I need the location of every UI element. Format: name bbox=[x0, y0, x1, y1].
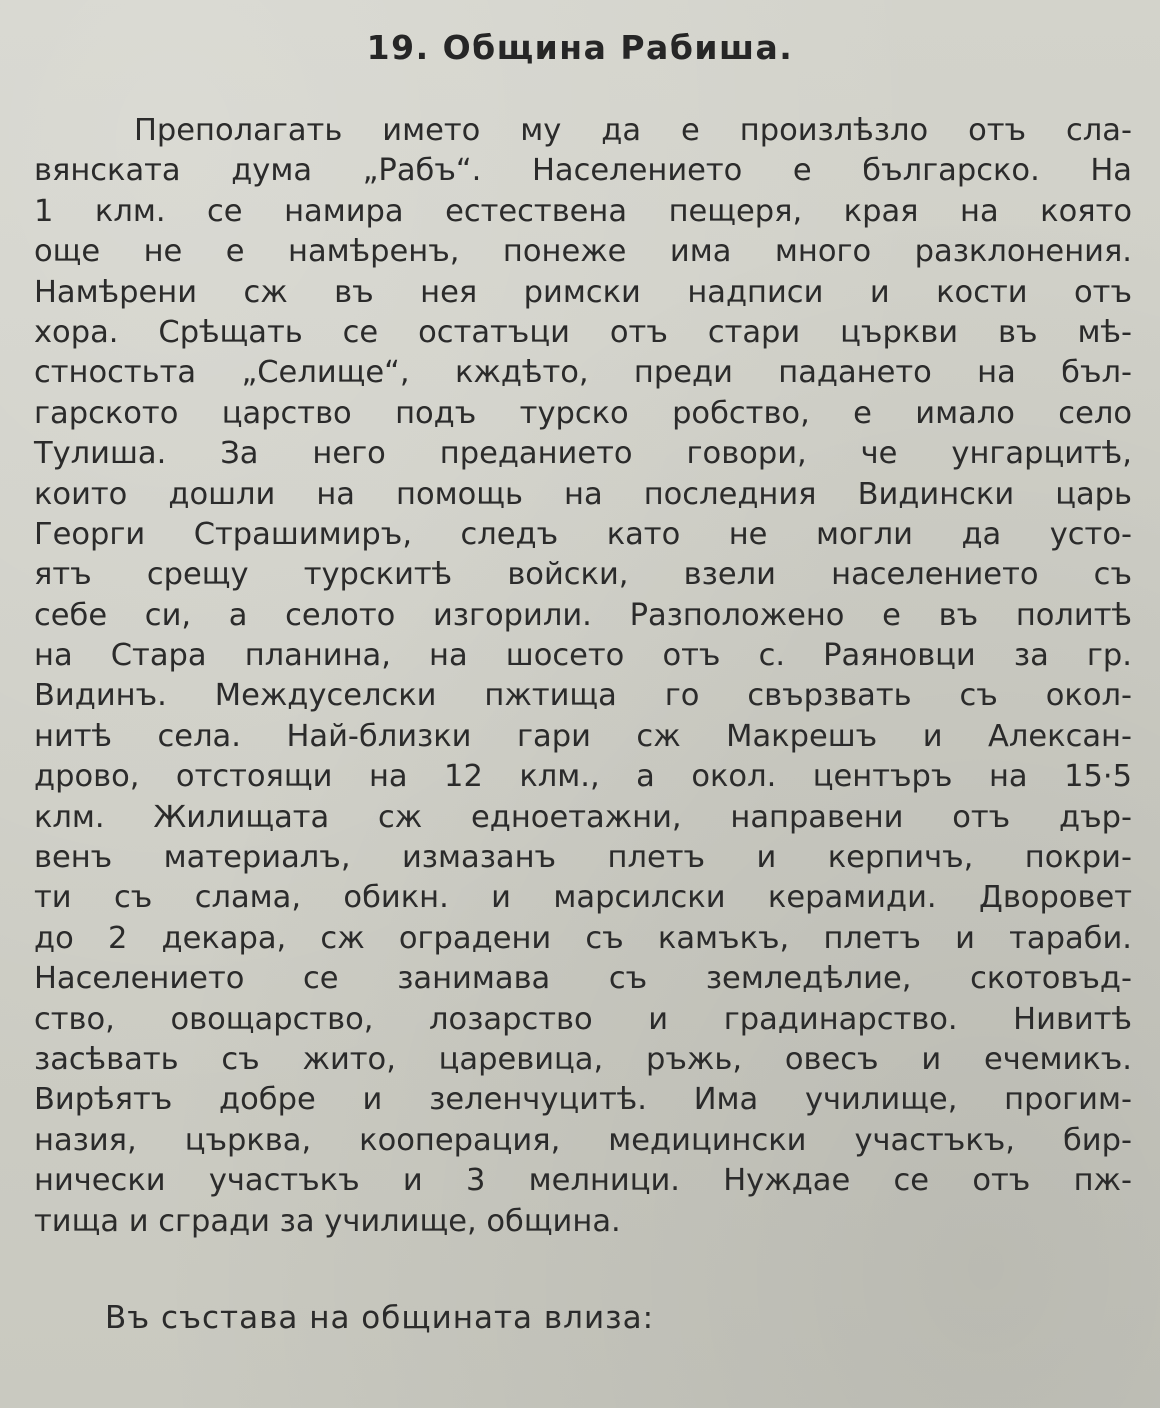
paragraph-line: ство, овощарство, лозарство и градинарство. Нивитѣ bbox=[34, 1001, 1132, 1037]
paragraph-line: Намѣрени сж въ нея римски надписи и кости отъ bbox=[34, 274, 1132, 310]
paragraph-line: стностьта „Селище“, кждѣто, преди падането на бъл- bbox=[34, 355, 1132, 391]
paragraph-line: вянската дума „Рабъ“. Населението е българско. На bbox=[34, 153, 1132, 189]
paragraph-line: Вирѣятъ добре и зеленчуцитѣ. Има училище, прогим- bbox=[34, 1082, 1132, 1118]
paragraph-line: Населението се занимава съ земледѣлие, скотовъд- bbox=[34, 961, 1132, 997]
paragraph-line: хора. Срѣщать се остатъци отъ стари църкви въ мѣ- bbox=[34, 314, 1132, 350]
paragraph-line: Видинъ. Междуселски пжтища го свързвать съ окол- bbox=[34, 678, 1132, 714]
paragraph-line: Преполагать името му да е произлѣзло отъ сла- bbox=[134, 113, 1132, 148]
paragraph-line: още не е намѣренъ, понеже има много разклонения. bbox=[34, 234, 1132, 270]
paragraph-line: дрово, отстоящи на 12 клм., а окол. центъръ на 15·5 bbox=[34, 759, 1132, 795]
paragraph-line: нически участъкъ и 3 мелници. Нуждае се отъ пж- bbox=[34, 1163, 1132, 1199]
paragraph-line: назия, църква, кооперация, медицински участъкъ, бир- bbox=[34, 1122, 1132, 1158]
paragraph-line: засѣвать съ жито, царевица, ръжь, овесъ и ечемикъ. bbox=[34, 1041, 1132, 1077]
body-paragraph bbox=[34, 111, 1132, 1242]
closing-line: Въ състава на общината влиза: bbox=[105, 1300, 655, 1336]
paragraph-line: нитѣ села. Най-близки гари сж Макрешъ и Алексан- bbox=[34, 718, 1132, 754]
paragraph-line: гарското царство подъ турско робство, е имало село bbox=[34, 395, 1132, 431]
section-heading: 19. Община Рабиша. bbox=[366, 28, 794, 67]
paragraph-line: ятъ срещу турскитѣ войски, взели населението съ bbox=[34, 557, 1132, 593]
paragraph-line: които дошли на помощь на последния Видински царь bbox=[34, 476, 1132, 512]
paragraph-line: венъ материалъ, измазанъ плетъ и керпичъ, покри- bbox=[34, 840, 1132, 876]
paragraph-line: клм. Жилищата сж едноетажни, направени отъ дър- bbox=[34, 799, 1132, 835]
paragraph-line: Тулиша. За него преданието говори, че унгарцитѣ, bbox=[34, 436, 1132, 472]
paragraph-line: ти съ слама, обикн. и марсилски керамиди. Дворовет bbox=[34, 880, 1132, 916]
paragraph-line: себе си, а селото изгорили. Разположено е въ политѣ bbox=[34, 597, 1132, 633]
paragraph-line: тища и сгради за училище, община. bbox=[34, 1203, 621, 1239]
paragraph-line: до 2 декара, сж оградени съ камъкъ, плетъ и тараби. bbox=[34, 920, 1132, 956]
paragraph-line: Георги Страшимиръ, следъ като не могли да усто- bbox=[34, 516, 1132, 552]
paragraph-line: на Стара планина, на шосето отъ с. Раяновци за гр. bbox=[34, 638, 1132, 674]
paragraph-line: 1 клм. се намира естествена пещеря, края на която bbox=[34, 193, 1132, 229]
